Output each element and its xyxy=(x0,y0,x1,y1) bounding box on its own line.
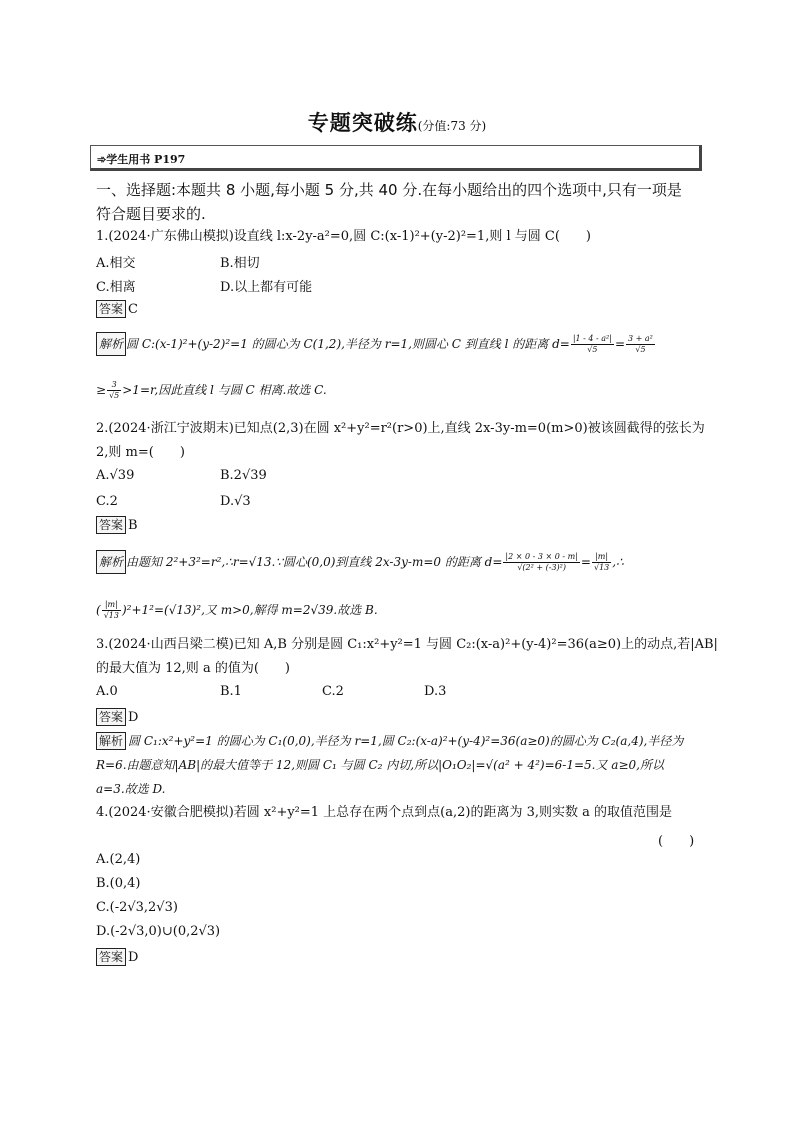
q1-frac1-den: √5 xyxy=(587,345,598,354)
q1-answer-value: C xyxy=(128,302,138,317)
q1-option-b: B.相切 xyxy=(220,256,260,271)
q2-frac3 xyxy=(102,600,121,621)
q1-frac1-num: |1 - 4 - a²| xyxy=(572,334,612,343)
q3-solution-line2: R=6.由题意知|AB|的最大值等于 12,则圆 C₁ 与圆 C₂ 内切,所以|O₁O₂|=√(a² + 4²)=6-1=5.又 a≥0,所以 xyxy=(96,758,664,772)
q3-option-d: D.3 xyxy=(424,684,447,699)
answer-tag: 答案 xyxy=(96,948,126,966)
q1-frac2 xyxy=(626,334,655,355)
q2-frac2-den: √13 xyxy=(593,563,610,572)
q2-frac3-num: |m| xyxy=(102,600,121,611)
q2-frac1-num: |2 × 0 - 3 × 0 - m| xyxy=(505,552,578,561)
q1-answer xyxy=(96,300,138,319)
q1-solution-line1 xyxy=(96,332,656,356)
analysis-tag: 解析 xyxy=(96,732,126,750)
q2-stem-line2: 2,则 m=( ) xyxy=(96,445,185,460)
q2-answer-value: B xyxy=(128,518,138,533)
q2-answer xyxy=(96,516,138,535)
q1-frac1 xyxy=(571,334,614,355)
q1-solution-line2 xyxy=(96,380,327,401)
q1-sol-text1: 圆 C:(x-1)²+(y-2)²=1 的圆心为 C(1,2),半径为 r=1,则圆心 C 到直线 l 的距离 d= xyxy=(126,337,570,351)
q4-stem-paren: ( ) xyxy=(658,834,695,849)
title-main: 专题突破练 xyxy=(307,111,418,135)
q2-option-c: C.2 xyxy=(96,494,118,509)
q3-answer xyxy=(96,708,138,727)
q3-answer-value: D xyxy=(128,710,139,725)
q4-option-d: D.(-2√3,0)∪(0,2√3) xyxy=(96,924,221,939)
q1-sol-pre: ≥ xyxy=(96,383,107,397)
page-title xyxy=(0,107,794,137)
q4-stem-line1: 4.(2024·安徽合肥模拟)若圆 x²+y²=1 上总存在两个点到点(a,2)的距离为 3,则实数 a 的取值范围是 xyxy=(96,805,673,820)
q2-sol-tail: ,∴ xyxy=(612,555,624,569)
q3-option-c: C.2 xyxy=(322,684,344,699)
q4-option-b: B.(0,4) xyxy=(96,876,141,891)
q1-frac3-num: 3 xyxy=(107,380,121,391)
q1-option-a: A.相交 xyxy=(96,256,136,271)
q1-stem: 1.(2024·广东佛山模拟)设直线 l:x-2y-a²=0,圆 C:(x-1)²+(y-2)²=1,则 l 与圆 C( ) xyxy=(96,229,591,244)
q3-solution-line1 xyxy=(96,732,683,750)
q3-stem-line1: 3.(2024·山西吕梁二模)已知 A,B 分别是圆 C₁:x²+y²=1 与圆 C₂:(x-a)²+(y-4)²=36(a≥0)上的动点,若|AB| xyxy=(96,637,718,652)
q3-option-b: B.1 xyxy=(220,684,242,699)
q1-frac3 xyxy=(107,380,121,401)
analysis-tag: 解析 xyxy=(96,550,126,574)
student-book-banner xyxy=(90,145,702,171)
q1-option-c: C.相离 xyxy=(96,280,136,295)
q2-sol-text1: 由题知 2²+3²=r²,∴r=√13.∵圆心(0,0)到直线 2x-3y-m=0 的距离 d= xyxy=(126,555,503,569)
q4-answer xyxy=(96,948,138,967)
q2-frac2-num: |m| xyxy=(592,552,611,563)
answer-tag: 答案 xyxy=(96,516,126,534)
q4-option-a: A.(2,4) xyxy=(96,852,141,867)
section-heading: 一、选择题:本题共 8 小题,每小题 5 分,共 40 分.在每小题给出的四个选项中,只有一项是符合题目要求的. xyxy=(96,181,682,223)
q1-frac2-num: 3 + a² xyxy=(628,334,653,343)
q2-frac3-den: √13 xyxy=(103,611,119,620)
q4-answer-value: D xyxy=(128,950,139,965)
answer-tag: 答案 xyxy=(96,300,126,318)
q2-frac1 xyxy=(503,552,580,573)
q2-sol-pre: ( xyxy=(96,603,101,617)
q1-frac2-den: √5 xyxy=(635,345,646,354)
q2-solution-line2 xyxy=(96,600,378,621)
title-score: (分值:73 分) xyxy=(417,119,487,133)
q1-eq: = xyxy=(614,337,626,351)
q2-sol-post: )²+1²=(√13)²,又 m>0,解得 m=2√39.故选 B. xyxy=(121,603,378,617)
q3-stem-line2: 的最大值为 12,则 a 的值为( ) xyxy=(96,661,290,676)
q2-eq: = xyxy=(580,555,591,569)
q1-frac3-den: √5 xyxy=(109,391,120,400)
q2-option-b: B.2√39 xyxy=(220,468,267,483)
q1-sol-post: >1=r,因此直线 l 与圆 C 相离.故选 C. xyxy=(122,383,327,397)
q2-solution-line1 xyxy=(96,550,624,574)
q2-frac1-den: √(2² + (-3)²) xyxy=(517,563,566,572)
q3-option-a: A.0 xyxy=(96,684,118,699)
q2-frac2 xyxy=(592,552,611,573)
q1-option-d: D.以上都有可能 xyxy=(220,280,313,295)
q3-solution-line3: a=3.故选 D. xyxy=(96,782,166,796)
q2-stem-line1: 2.(2024·浙江宁波期末)已知点(2,3)在圆 x²+y²=r²(r>0)上,直线 2x-3y-m=0(m>0)被该圆截得的弦长为 xyxy=(96,421,705,436)
q4-option-c: C.(-2√3,2√3) xyxy=(96,900,178,915)
answer-tag: 答案 xyxy=(96,708,126,726)
q2-option-d: D.√3 xyxy=(220,494,251,509)
banner-text: ➾学生用书 P197 xyxy=(97,153,186,166)
q2-option-a: A.√39 xyxy=(96,468,135,483)
analysis-tag: 解析 xyxy=(96,332,126,356)
q3-sol-text1: 圆 C₁:x²+y²=1 的圆心为 C₁(0,0),半径为 r=1,圆 C₂:(x-a)²+(y-4)²=36(a≥0)的圆心为 C₂(a,4),半径为 xyxy=(128,734,684,748)
